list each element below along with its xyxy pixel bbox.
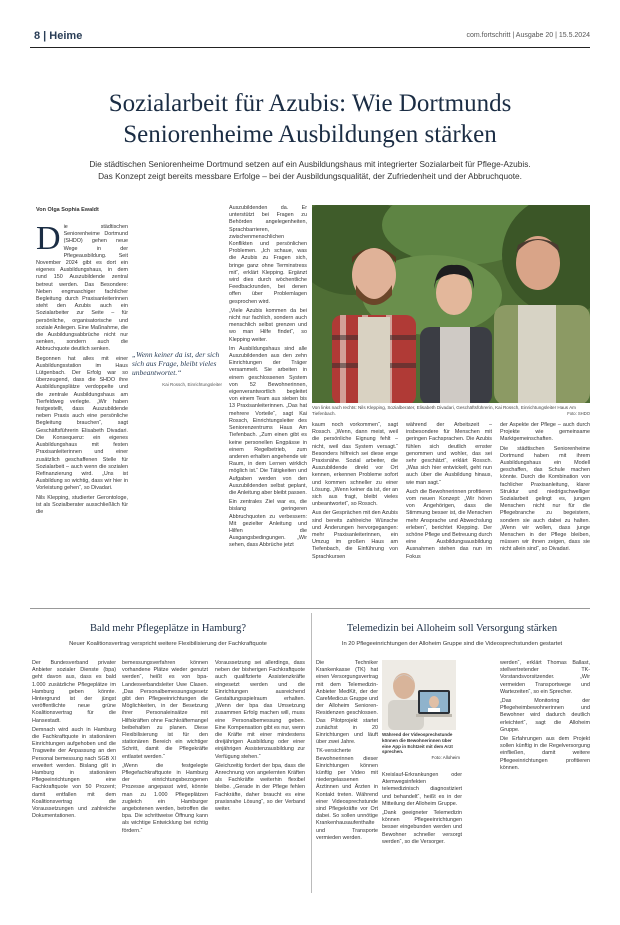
paragraph: Gleichzeitig fordert der bpa, dass die Anrechnung von angelernten Kräften als Fachkräfte weiterhin flexibel bleibe. „Gerade in der Pflege fehlen Fachkräfte, daher braucht es eine praxisnahe Lösung“, so der Verband weiter. bbox=[215, 762, 305, 813]
telemedicine-photo bbox=[382, 660, 456, 730]
main-column-3 bbox=[312, 422, 398, 604]
paragraph: kaum noch vorkommen“, sagt Rossch. „Wenn, dann meist, weil die persönliche Eignung fehlt – nicht, weil das System versagt.“ Besonders hilfreich sei diese enge Praxisnähe. Sozial arbeiter, die Auszubildende direkt vor Ort kennen, erkennen Probleme sofort und kommen schneller zu einer Lösung. „Wenn keiner da ist, der an sich aus fragt, bleibt vieles unbeantwortet“, so Rossch. bbox=[312, 422, 398, 508]
photo-credit: Foto: SHDO bbox=[567, 411, 590, 416]
lead-paragraph bbox=[30, 158, 590, 182]
article-left-column-3 bbox=[215, 660, 305, 894]
paragraph: Im Ausbildungshaus sind alle Auszubildenden aus den zehn Einrichtungen der Träger versammelt. Sie arbeiten in einem geschlossenen System von 52 Bewohnerinnen, eigenverantwortlich begleitet von einem Team aus sieben bis 13 Praxisanleiterinnen. „Das hat mehrere Vorteile“, sagt Kai Rossch, Einrichtungsleiter des Seniorenzentrums Haus Am Tiefenbach. „Zum einen gibt es keine personellen Engpässe in einem Regelbetrieb, zum anderen erhalten angehende wir Raum, in dem Lernen wirklich möglich ist.“ Die Tätigkeiten und Aufgaben werden von den Auszubildenden selbst geplant, die Anleitung aber bleibt passen. bbox=[229, 345, 307, 496]
paragraph: der Aspekte der Pflege – auch durch Projekte wie gemeinsame Marktgemeinschaften. bbox=[500, 422, 590, 443]
header-rule bbox=[30, 47, 590, 48]
paragraph: Die städtischen Seniorenheime Dortmund haben mit ihrem Ausbildungshaus ein Modell geschaffen, das Schule machen könnte. Durch die Kombination von fachlicher Praxisanleitung, klarer Struktur und niedrigschwelliger Sozialarbeit gelingt es, jungen Menschen nicht nur für die Pflegebranche zu begeistern, sondern sie auch dabei zu halten. „Wenn wir wollen, dass junge Menschen in der Pflege bleiben, müssen wir ihnen zeigen, dass sie nicht allein sind“, so Divadari. bbox=[500, 445, 590, 553]
lead-line-1: Die städtischen Seniorenheime Dortmund setzen auf ein Ausbildungshaus mit integrierter Sozialarbeit für Pflege-Azubis. bbox=[89, 159, 531, 169]
paragraph: Kreislauf-Erkrankungen oder Atemwegsinfekten telemedizinisch diagnostiziert und behandelt“, heißt es in der Mitteilung der Alloheim Gruppe. bbox=[382, 772, 462, 807]
paragraph: Demnach wird auch in Hamburg die Fachkraftquote in stationären Einrichtungen aufgehoben und die Tragweite der Anpassung an den Personal bemessung nach SGB XI erweitert werden. Bislang gilt in Hamburg in stationären Pflegeeinrichtungen eine Fachkraftquote von 50 Prozent; damit entfallen mit dem Koalitionsvertrag die Voraussetzungen und zahlreiche Dokumentationen. bbox=[32, 726, 116, 820]
page-header bbox=[34, 30, 590, 46]
pull-quote bbox=[132, 350, 222, 387]
article-left-headline: Bald mehr Pflegeplätze in Hamburg? bbox=[89, 623, 247, 634]
byline: Von Olga Sophia Ewaldt bbox=[36, 207, 99, 213]
paragraph: „Wenn die festgelegte Pflegefachkraftquote in Hamburg der einrichtungsbezogenen Prozesse angepasst wird, könnte man zu 1.000 Pflegeplätzen zugleich ein Hamburger angebotenen werden, betroffen die bpa. Die schrittweise Öffnung kann als wichtige Entwicklung bei richtig fördern.“ bbox=[122, 762, 208, 834]
quote-source: Kai Rossch, Einrichtungsleiter bbox=[162, 382, 222, 387]
photo-caption bbox=[312, 405, 590, 417]
section-divider bbox=[30, 608, 590, 609]
paragraph-text: ie städtischen Seniorenheime Dortmund (SHDO) gehen neue Wege in der Pflegeausbildung. Seit November 2024 gibt es dort ein eigenes Ausbildungshaus, in dem rund 150 Auszubildende zentral betreut werden. Das Besondere: Neben engmaschiger fachlicher Begleitung durch Praxisanleiterinnen steht den Azubis auch ein Sozialarbeiter zur Seite – für persönliche, organisatorische und soziale Anliegen. Eine Maßnahme, die die Ausbildungsabbrüche nicht nur senken, sondern auch die Abbruchquote deutlich senken. bbox=[36, 224, 128, 353]
paragraph: Ein zentrales Ziel war es, die bislang geringeren Abbruchquoten zu verbessern: Mit gezielter Anleitung und Hilfen die Ausgangsbedingungen. „Wir sehen, dass Abbrüche jetzt bbox=[229, 499, 307, 549]
paragraph: Nils Klepping, studierter Gerontologe, ist als Sozialberater ausschließlich für die bbox=[36, 494, 128, 515]
paragraph: TK-versicherte Bewohnerinnen dieser Einrichtungen können künftig per Video mit niedergelassenen Ärztinnen und Ärzten in Kontakt treten. Während einer Videosprechstunde sind Pflegekräfte vor Ort dabei. So sollen unnötige Krankenhausaufenthalte und Transporte vermieden werden. bbox=[316, 748, 378, 841]
article-right-column-1 bbox=[316, 660, 378, 894]
article-left-column-2 bbox=[122, 660, 208, 894]
main-column-2 bbox=[229, 205, 307, 600]
article-right-headline: Telemedizin bei Alloheim soll Versorgung stärken bbox=[346, 623, 558, 634]
quote-text: „Wenn keiner da ist, der sich sich aus Frage, bleibt vieles unbeantwortet.“ bbox=[132, 350, 220, 377]
lead-line-2: Das Konzept zeigt bereits messbare Erfolge – bei der Ausbildungsqualität, der Zufriedenheit und der Abbruchquote. bbox=[98, 171, 522, 181]
main-column-5 bbox=[500, 422, 590, 604]
main-headline bbox=[30, 88, 590, 150]
telemedicine-photo-illustration bbox=[382, 660, 456, 730]
paragraph: Die Techniker Krankenkasse (TK) hat einen Versorgungsvertrag mit dem Telemedizin-Anbieter MedKit, der der CareMedicus Gruppe und der Alloheim Senioren-Residenzen geschlossen. Das Pilotprojekt startet zunächst in 20 Einrichtungen und läuft über zwei Jahre. bbox=[316, 660, 378, 746]
article-left-kicker: Neuer Koalitionsvertrag verspricht weitere Flexibilisierung der Fachkraftquote bbox=[69, 641, 267, 647]
caption-text: Während der Videosprechstunde können die Bewohnerinnen über eine App in Echtzeit mit dem Arzt sprechen. bbox=[382, 732, 453, 755]
paragraph: während der Arbeitszeit – insbesondere für Menschen mit geringen Fachsprachen. Die Azubis fühlen sich deutlich ernster genommen und wohler, das sei sehr geschätzt“, erklärt Rossch. „Was sich hier entwickelt, geht nun auch über die Ausbildung hinaus, wie man sagt.“ bbox=[406, 422, 492, 486]
main-column-4 bbox=[406, 422, 492, 604]
issue-info: com.fortschritt | Ausgabe 20 | 15.5.2024 bbox=[466, 32, 590, 39]
paragraph: bemessungsverfahren können vorhandene Plätze wieder genutzt werden“, heißt es von bpa-Landesverbandsleiter Uwe Clasen. „Das Personalbemessungsgesetz gibt den Pflegeeinrichtungen die Möglichkeiten, in der Besetzung ihrer Personaleinsätze mit Hilfskräften ohne Fachkräftemangel beibehalten zu planen. Diese Flexibilisierung ist für den stationären Bereich ein wichtiger Schritt, damit die Pflegekräfte entlastet werden.“ bbox=[122, 660, 208, 760]
article-right-column-3 bbox=[500, 660, 590, 894]
paragraph: „Viele Azubis kommen da bei nicht nur fachlich, sondern auch menschlich selbst grenzen und wo man Hilfe findet“, so Klepping weiter. bbox=[229, 307, 307, 343]
paragraph bbox=[36, 224, 128, 354]
paragraph: Begonnen hat alles mit einer Ausbildungsstation im Haus Lütgenbach. Der Erfolg war so überzeugend, dass die SHDO ihre Ausbildungsplätze verdoppelte und die zentrale Ausbildungshaus am Tierfeldweg verlegte. „Wir haben festgestellt, dass Auszubildende neben Praxis auch eine persönliche Begleitung brauchen“, sagt Geschäftsführerin Elisabeth Divadari. Die Konsequenz: ein eigenes Ausbildungshaus mit festen Praxisanleiterinnen und einer zusätzlich geschaffenen Stelle für Sozialarbeit – auch wenn die sozialen Refinanzierung wird. „Uns ist Ausbildung so wichtig, dass wir hier in Vorleistung gehen“, so Divadari. bbox=[36, 355, 128, 492]
main-column-1 bbox=[36, 224, 128, 604]
section-label: 8 | Heime bbox=[34, 30, 83, 42]
headline-line-2: Seniorenheime Ausbildungen stärken bbox=[123, 121, 497, 148]
paragraph: Voraussetzung sei allerdings, dass neben der bisherigen Fachkraftquote auch qualifizierte Assistenzkräfte eingesetzt werden und die Einrichtungen ausreichend Gestaltungsspielraum erhalten. „Wenn der bpa das Umsetzung zusammen Erfolg machen will, muss eine Personalbemessung geben. Eine Kompensation gibt es nur, wenn die Kräfte mit einer mindestens dreijährigen Ausbildung oder einer einjährigen Assistenzausbildung zur Verfügung stehen.“ bbox=[215, 660, 305, 760]
article-left-column-1 bbox=[32, 660, 116, 894]
caption-text: Von links nach rechts: Nils Klepping, Sozialberater, Elisabeth Divadari, Geschäftsführerin, Kai Rossch, Einrichtungsleiter Haus Am Tiefenbach. bbox=[312, 405, 577, 416]
paragraph: „Dank geeigneter Telemedizin können Pflegeeinrichtungen besser eingebunden werden und Bewohner schneller versorgt werden“, so die Versorger. bbox=[382, 810, 462, 845]
article-right-kicker: In 20 Pflegeeinrichtungen der Alloheim Gruppe sind die Videosprechstunden gestartet bbox=[341, 641, 563, 647]
photo-credit: Foto: Alloheim bbox=[431, 755, 460, 761]
team-photo-illustration bbox=[312, 205, 590, 403]
paragraph: Die Erfahrungen aus dem Projekt sollen künftig in die Regelversorgung einfließen, damit weitere Pflegeeinrichtungen profitieren können. bbox=[500, 736, 590, 771]
article-right-column-2 bbox=[382, 772, 462, 894]
drop-cap: D bbox=[36, 224, 61, 257]
paragraph: „Das Monitoring der Pflegeheimbewohnerinnen und Bewohner wird dadurch deutlich erleichtert“, sagt die Alloheim Gruppe. bbox=[500, 698, 590, 733]
headline-line-1: Sozialarbeit für Azubis: Wie Dortmunds bbox=[108, 90, 512, 117]
column-divider bbox=[311, 613, 312, 893]
paragraph: Der Bundesverband privater Anbieter sozialer Dienste (bpa) geht davon aus, dass es bald 1.000 zusätzliche Pflegeplätze im Hamburg geben könnte. Hintergrund ist der jüngst veröffentlichte neue grüne Koalitionsvertrag für die Hansestadt. bbox=[32, 660, 116, 724]
paragraph: Auszubildenden da. Er unterstützt bei Fragen zu Behörden angelegenheiten, Sprachbarrieren, zwischenmenschlichen Konflikten und persönlichen Problemen. „Ich schaue, was die Azubis zu Fragen sich, bringe ganz ohne Terminstress mit“, erklärt Klepping. Ergänzt wird dies durch wöchentliche Feedbackrunden, bei denen offen über Problemlagen gesprochen wird. bbox=[229, 205, 307, 305]
paragraph: Aus der Gesprächen mit den Azubis sind bereits zahlreiche Wünsche und Änderungen hervorgegangen: mehr Praxisanleiterinnen, ein Umzug im großen Haus am Tiefenbach, die Einführung von Sprachkursen bbox=[312, 510, 398, 560]
telemedicine-photo-caption bbox=[382, 732, 460, 761]
paragraph: werden“, erklärt Thomas Ballast, stellvertretender TK-Vorstandsvorsitzender. „Wir vermeiden Transportwege und Wartezeiten“, so ein Sprecher. bbox=[500, 660, 590, 695]
team-photo bbox=[312, 205, 590, 403]
paragraph: Auch die Bewohnerinnen profitieren vom neuen Konzept: „Wir hören von Angehörigen, dass die Stimmung besser ist, die Menschen mehr Ansprache und Abwechslung erleben“, berichtet Klepping. Der schöne Pflege und Betreuung durch eine Ausbildungsausbildung Ausnahmen stehen das nun im Fokus bbox=[406, 488, 492, 560]
